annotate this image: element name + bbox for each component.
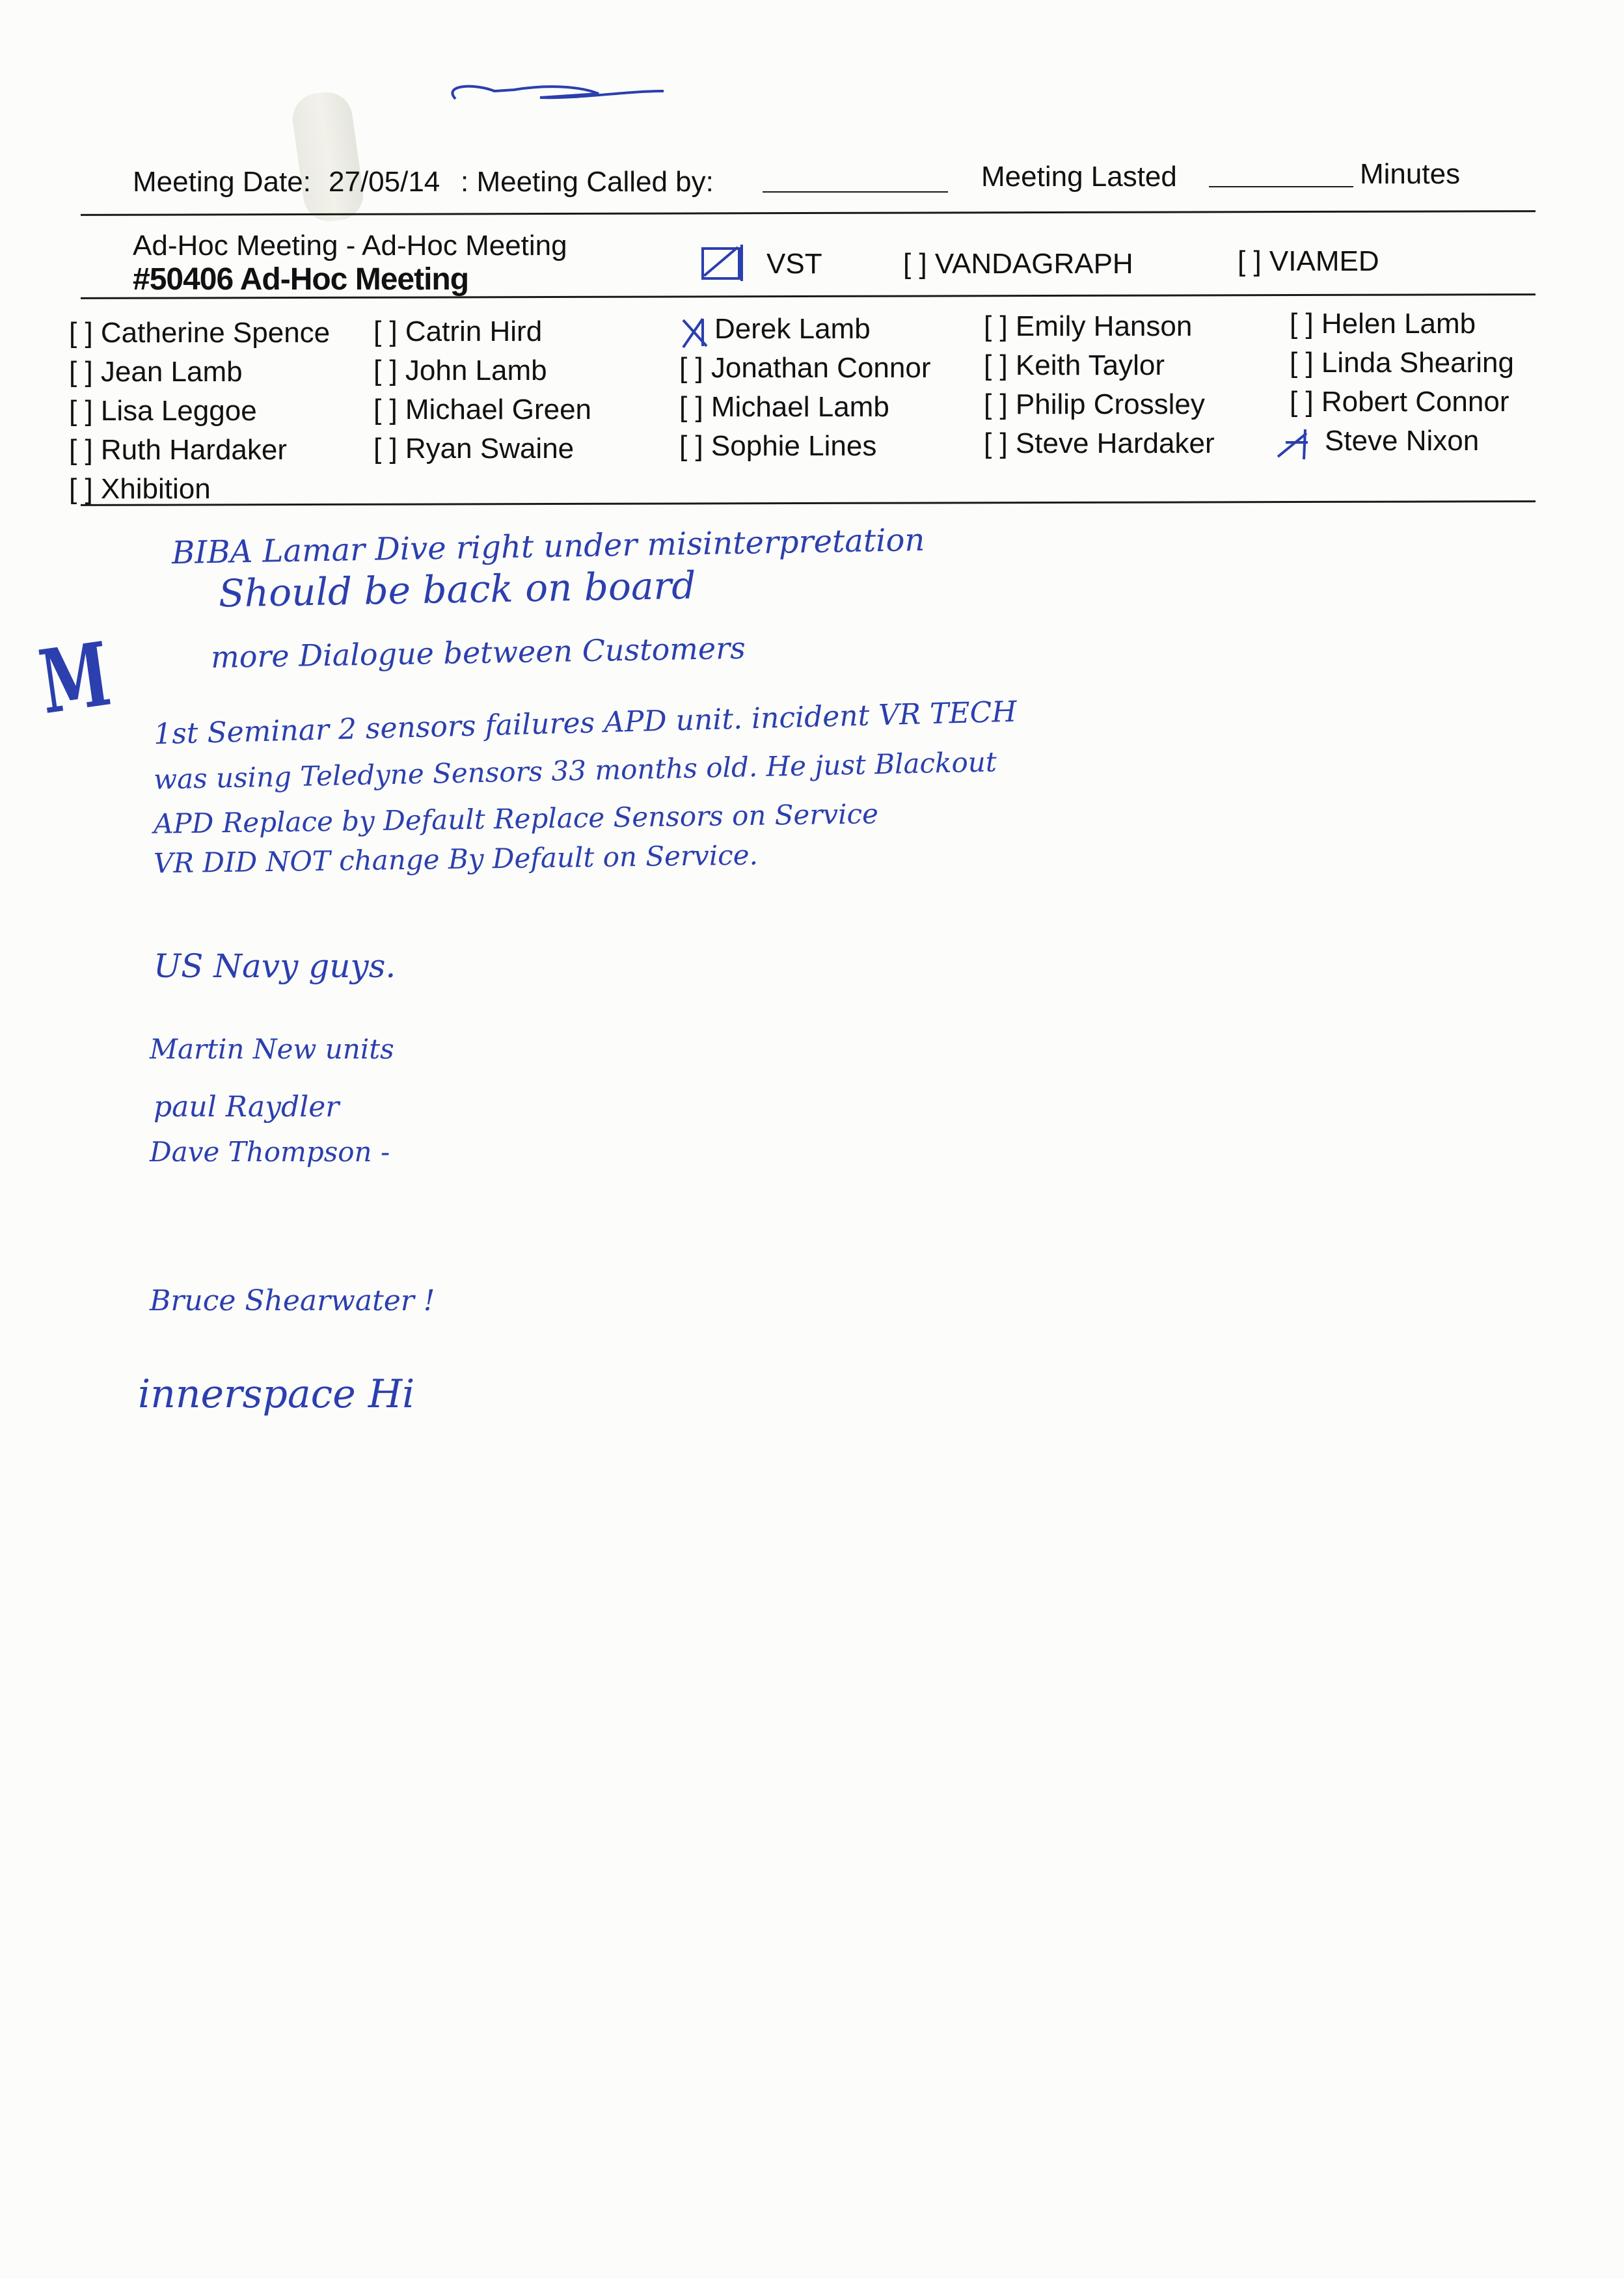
company-vandagraph: [ ] VANDAGRAPH — [903, 248, 1133, 280]
attendee: [ ] Lisa Leggoe — [69, 395, 257, 427]
attendee-checked: Derek Lamb — [714, 313, 871, 345]
attendee: [ ] John Lamb — [373, 355, 547, 386]
attendee: [ ] Philip Crossley — [984, 388, 1205, 420]
note-line-6: APD Replace by Default Replace Sensors on Service — [153, 798, 879, 840]
attendee: [ ] Sophie Lines — [679, 430, 877, 462]
tape-strip — [290, 89, 367, 225]
attendee: [ ] Xhibition — [69, 473, 211, 505]
lasted-label: Meeting Lasted — [981, 161, 1177, 193]
top-scribble — [429, 72, 677, 117]
called-by-label: : Meeting Called by: — [461, 166, 714, 198]
attendee: [ ] Robert Connor — [1290, 386, 1509, 418]
attendee: [ ] Emily Hanson — [984, 310, 1193, 342]
attendee: [ ] Ruth Hardaker — [69, 434, 288, 466]
note-line-10: paul Raydler — [154, 1090, 340, 1124]
note-line-3: more Dialogue between Customers — [210, 630, 746, 675]
called-by-blank — [763, 191, 948, 193]
company-vst: VST — [766, 248, 822, 280]
attendee: [ ] Jonathan Connor — [679, 352, 931, 384]
note-line-13: innerspace Hi — [138, 1371, 415, 1417]
lasted-blank — [1209, 186, 1353, 187]
meeting-date-value: 27/05/14 — [329, 166, 440, 198]
note-line-8: US Navy guys. — [154, 947, 396, 985]
attendee: [ ] Jean Lamb — [69, 356, 243, 388]
meeting-date-label: Meeting Date: — [133, 166, 311, 198]
attendee: [ ] Michael Lamb — [679, 391, 889, 423]
attendee: [ ] Catrin Hird — [373, 316, 543, 347]
header-rule — [81, 210, 1536, 216]
derek-lamb-check-mark — [677, 314, 716, 353]
vst-checkbox-mark — [699, 242, 770, 285]
meeting-type-line: Ad-Hoc Meeting - Ad-Hoc Meeting — [133, 230, 567, 262]
steve-nixon-check-mark — [1273, 423, 1325, 462]
company-viamed: [ ] VIAMED — [1238, 245, 1379, 277]
meeting-title: #50406 Ad-Hoc Meeting — [133, 262, 469, 297]
note-line-11: Dave Thompson - — [150, 1136, 390, 1168]
attendee: [ ] Keith Taylor — [984, 349, 1165, 381]
attendee: [ ] Michael Green — [373, 394, 592, 425]
note-line-5: was using Teledyne Sensors 33 months old. He just Blackout — [153, 746, 997, 796]
attendee: [ ] Steve Hardaker — [984, 427, 1215, 459]
note-line-2: Should be back on board — [218, 563, 696, 616]
attendee: [ ] Catherine Spence — [69, 317, 331, 349]
note-line-1: BIBA Lamar Dive right under misinterpretation — [171, 521, 925, 572]
attendee: [ ] Ryan Swaine — [373, 433, 575, 465]
note-line-4: 1st Seminar 2 sensors failures APD unit. incident VR TECH — [153, 695, 1018, 751]
attendee: [ ] Helen Lamb — [1290, 308, 1476, 340]
note-line-12: Bruce Shearwater ! — [150, 1284, 435, 1317]
note-line-9: Martin New units — [150, 1033, 394, 1065]
minutes-label: Minutes — [1360, 158, 1461, 190]
note-line-7: VR DID NOT change By Default on Service. — [153, 839, 759, 880]
attendee: [ ] Linda Shearing — [1290, 347, 1514, 379]
attendee-checked: Steve Nixon — [1325, 425, 1480, 457]
attendees-rule — [81, 500, 1536, 506]
margin-mark: M — [33, 622, 116, 735]
